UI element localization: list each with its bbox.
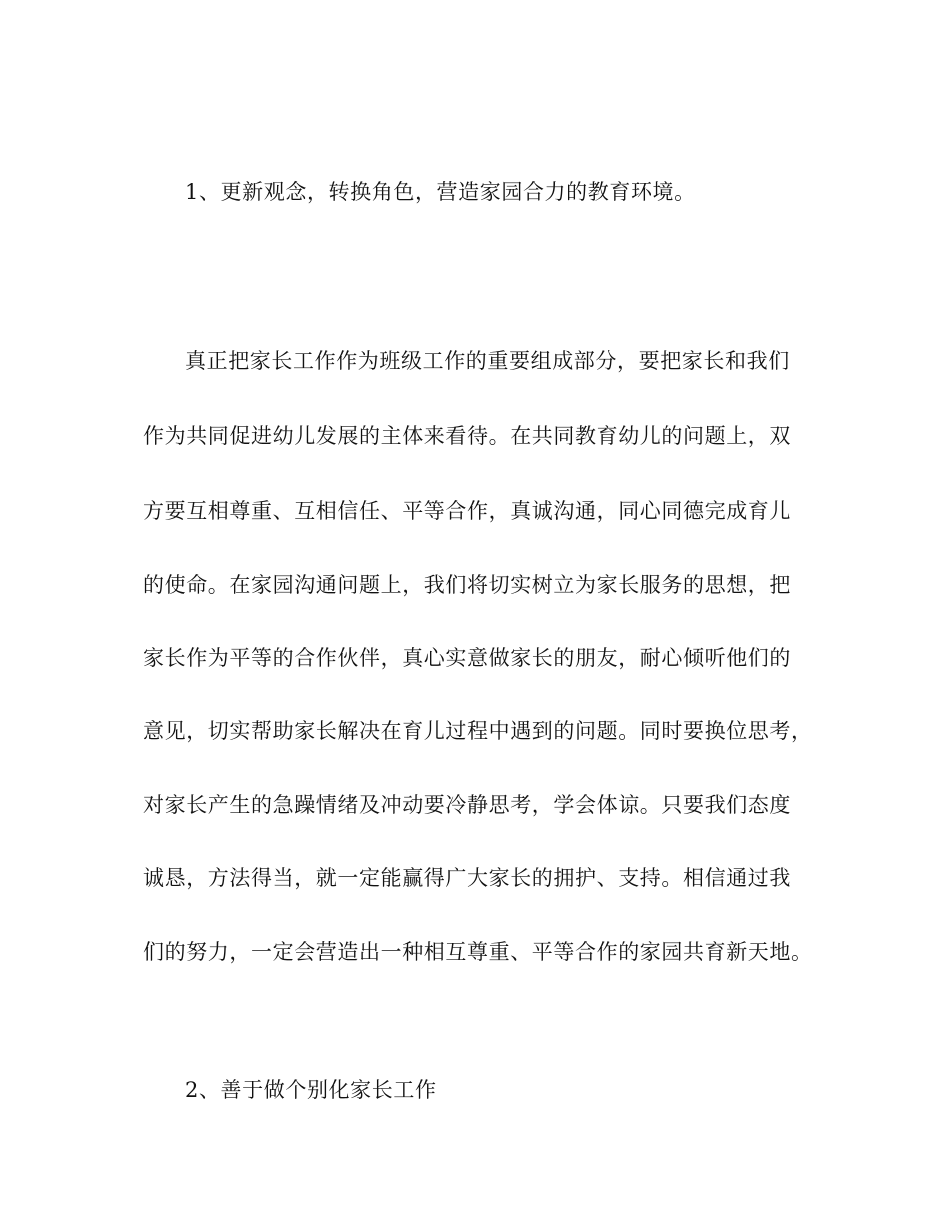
- paragraph-line: 对家长产生的急躁情绪及冲动要冷静思考，学会体谅。只要我们态度: [143, 793, 791, 817]
- paragraph-line: 诚恳，方法得当，就一定能赢得广大家长的拥护、支持。相信通过我: [143, 866, 791, 890]
- paragraph-line: 们的努力，一定会营造出一种相互尊重、平等合作的家园共育新天地。: [143, 940, 813, 964]
- paragraph-line: 作为共同促进幼儿发展的主体来看待。在共同教育幼儿的问题上，双: [143, 424, 791, 448]
- paragraph-line: 的使命。在家园沟通问题上，我们将切实树立为家长服务的思想，把: [143, 573, 791, 597]
- section-heading-2: 2、善于做个别化家长工作: [185, 1078, 437, 1102]
- paragraph-line: 真正把家长工作作为班级工作的重要组成部分，要把家长和我们: [185, 349, 790, 373]
- paragraph-line: 方要互相尊重、互相信任、平等合作，真诚沟通，同心同德完成育儿: [143, 499, 791, 523]
- paragraph-line: 意见，切实帮助家长解决在育儿过程中遇到的问题。同时要换位思考，: [143, 719, 813, 743]
- section-heading-1: 1、更新观念，转换角色，营造家园合力的教育环境。: [185, 180, 696, 204]
- paragraph-line: 家长作为平等的合作伙伴，真心实意做家长的朋友，耐心倾听他们的: [143, 646, 791, 670]
